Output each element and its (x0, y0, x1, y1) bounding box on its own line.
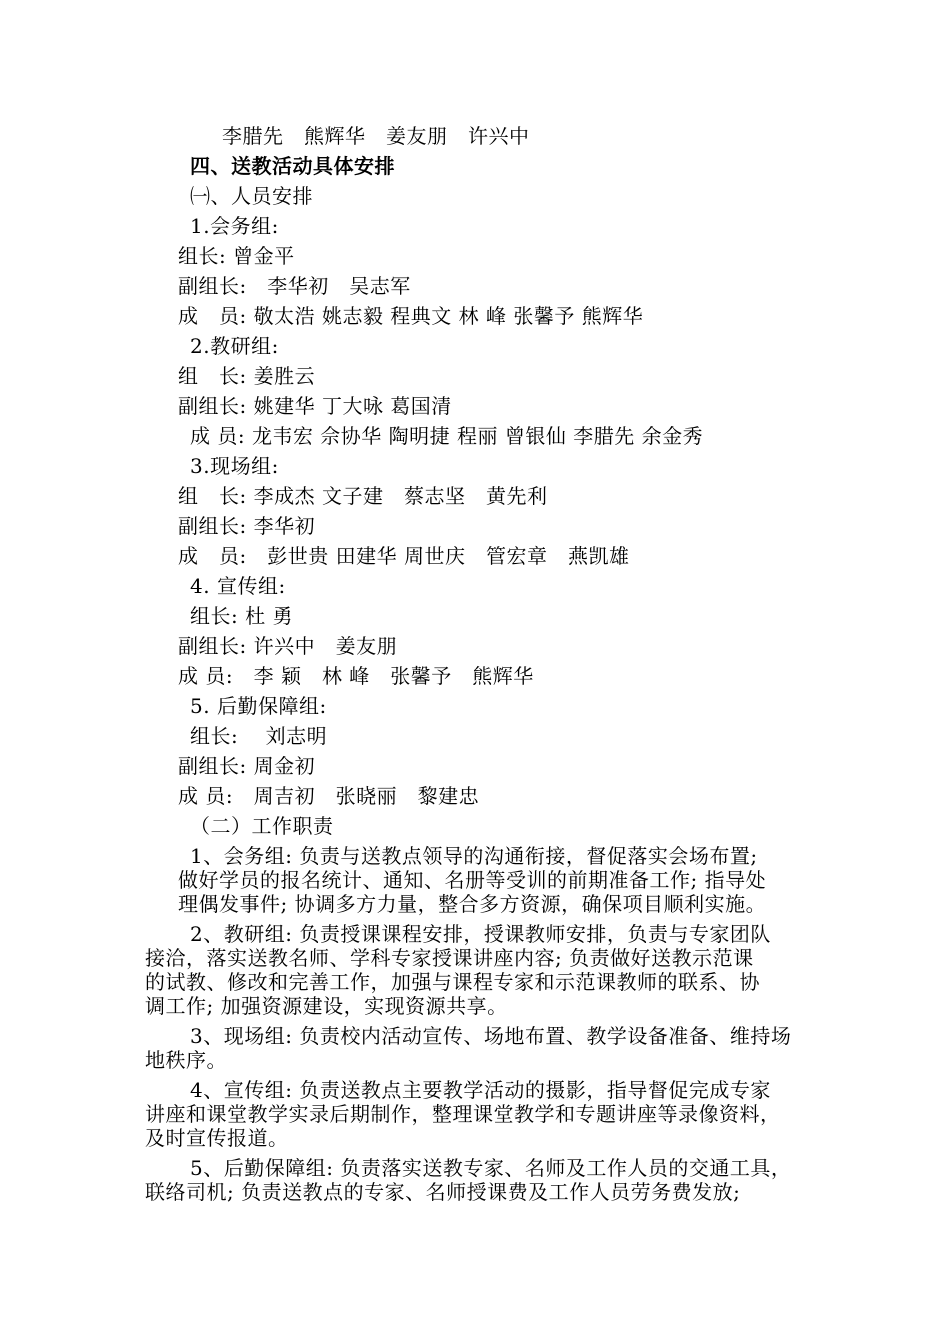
paragraph-line: 理偶发事件; 协调多方力量，整合多方资源，确保项目顺利实施。 (178, 892, 767, 916)
paragraph-line: 5、后勤保障组: 负责落实送教专家、名师及工作人员的交通工具， (190, 1156, 792, 1180)
text-line: 成 员: 敬太浩 姚志毅 程典文 林 峰 张馨予 熊辉华 (178, 304, 644, 328)
paragraph-line: 4、宣传组: 负责送教点主要教学活动的摄影，指导督促完成专家 (190, 1078, 771, 1102)
paragraph-line: 接洽，落实送教名师、学科专家授课讲座内容; 负责做好送教示范课 (145, 946, 754, 970)
paragraph-line: 做好学员的报名统计、通知、名册等受训的前期准备工作; 指导处 (178, 868, 767, 892)
text-line: 李腊先 熊辉华 姜友朋 许兴中 (222, 124, 530, 148)
text-line: 副组长: 李华初 吴志军 (178, 274, 411, 298)
paragraph-line: 讲座和课堂教学实录后期制作，整理课堂教学和专题讲座等录像资料， (145, 1102, 781, 1126)
paragraph-line: 调工作; 加强资源建设，实现资源共享。 (145, 994, 508, 1018)
text-line: 副组长: 周金初 (178, 754, 316, 778)
subsection-heading: （二）工作职责 (190, 814, 334, 838)
text-line: 成 员: 彭世贵 田建华 周世庆 管宏章 燕凯雄 (178, 544, 630, 568)
text-line: 副组长: 李华初 (178, 514, 316, 538)
group-title: 5. 后勤保障组: (190, 694, 327, 718)
subsection-heading: ㈠、人员安排 (190, 184, 313, 208)
group-title: 4. 宣传组: (190, 574, 286, 598)
group-title: 3.现场组: (190, 454, 279, 478)
text-line: 副组长: 许兴中 姜友朋 (178, 634, 398, 658)
text-line: 组长: 曾金平 (178, 244, 295, 268)
paragraph-line: 的试教、修改和完善工作，加强与课程专家和示范课教师的联系、协 (145, 970, 760, 994)
group-title: 1.会务组: (190, 214, 279, 238)
paragraph-line: 2、教研组: 负责授课课程安排，授课教师安排，负责与专家团队 (190, 922, 771, 946)
text-line: 组 长: 姜胜云 (178, 364, 316, 388)
paragraph-line: 及时宣传报道。 (145, 1126, 289, 1150)
group-title: 2.教研组: (190, 334, 279, 358)
paragraph-line: 3、现场组: 负责校内活动宣传、场地布置、教学设备准备、维持场 (190, 1024, 792, 1048)
text-line: 组长: 刘志明 (190, 724, 328, 748)
text-line: 组长: 杜 勇 (190, 604, 293, 628)
text-line: 组 长: 李成杰 文子建 蔡志坚 黄先利 (178, 484, 548, 508)
text-line: 副组长: 姚建华 丁大咏 葛国清 (178, 394, 452, 418)
section-heading: 四、送教活动具体安排 (190, 154, 395, 178)
text-line: 成 员: 李 颖 林 峰 张馨予 熊辉华 (178, 664, 534, 688)
text-line: 成 员: 周吉初 张晓丽 黎建忠 (178, 784, 480, 808)
paragraph-line: 1、会务组: 负责与送教点领导的沟通衔接，督促落实会场布置; (190, 844, 758, 868)
text-line: 成 员: 龙韦宏 佘协华 陶明捷 程丽 曾银仙 李腊先 余金秀 (190, 424, 704, 448)
paragraph-line: 联络司机; 负责送教点的专家、名师授课费及工作人员劳务费发放; (145, 1180, 741, 1204)
paragraph-line: 地秩序。 (145, 1048, 227, 1072)
